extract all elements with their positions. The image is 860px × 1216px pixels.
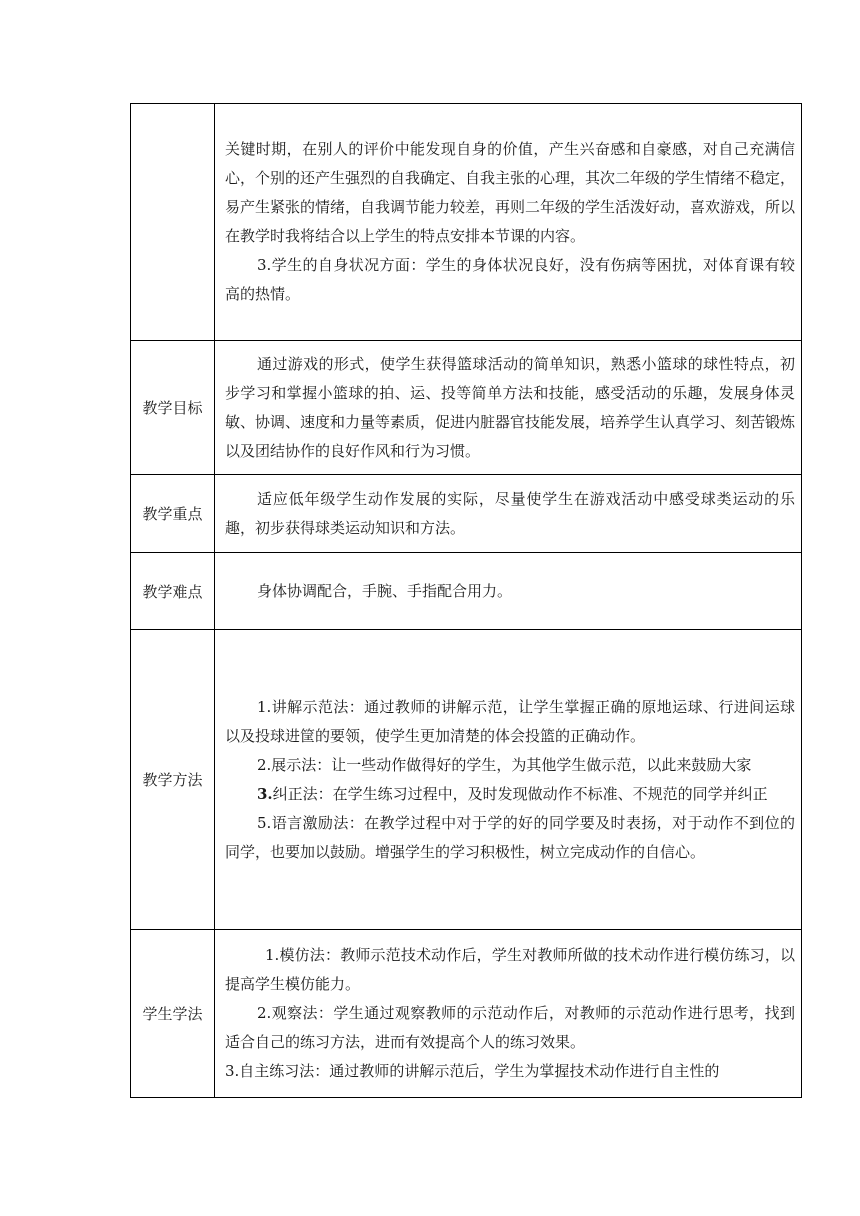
paragraph: 1.讲解示范法：通过教师的讲解示范，让学生掌握正确的原地运球、行进间运球以及投球进筐的要领，使学生更加清楚的体会投篮的正确动作。	[225, 697, 795, 745]
row-content	[215, 104, 802, 341]
row-content	[215, 475, 802, 553]
table-row	[131, 553, 802, 630]
paragraph: 3.学生的自身状况方面：学生的身体状况良好，没有伤病等困扰，对体育课有较高的热情。	[225, 256, 795, 303]
paragraph: 2.展示法：让一些动作做得好的学生，为其他学生做示范，以此来鼓励大家	[257, 755, 752, 774]
row-label: 学生学法	[131, 930, 215, 1098]
row-label	[131, 104, 215, 341]
paragraph: 1.模仿法：教师示范技术动作后，学生对教师所做的技术动作进行模仿练习，以提高学生模仿能力。	[225, 946, 795, 993]
table-row	[131, 341, 802, 475]
row-content	[215, 930, 802, 1098]
row-content	[215, 630, 802, 930]
row-content	[215, 341, 802, 475]
paragraph: 3.自主练习法：通过教师的讲解示范后，学生为掌握技术动作进行自主性的	[225, 1062, 720, 1080]
paragraph: 2.观察法：学生通过观察教师的示范动作后，对教师的示范动作进行思考，找到适合自己的练习方法，进而有效提高个人的练习效果。	[225, 1004, 795, 1051]
row-label: 教学难点	[131, 553, 215, 630]
table-row	[131, 630, 802, 930]
row-label: 教学目标	[131, 341, 215, 475]
paragraph: 适应低年级学生动作发展的实际，尽量使学生在游戏活动中感受球类运动的乐趣，初步获得球类运动知识和方法。	[225, 489, 795, 537]
paragraph: 身体协调配合，手腕、手指配合用力。	[257, 581, 513, 600]
paragraph-number: 3.	[257, 784, 273, 803]
table-row	[131, 930, 802, 1098]
row-label: 教学方法	[131, 630, 215, 930]
paragraph-text: 纠正法：在学生练习过程中，及时发现做动作不标准、不规范的同学并纠正	[272, 784, 768, 803]
paragraph: 关键时期，在别人的评价中能发现自身的价值，产生兴奋感和自豪感，对自己充满信心，个别的还产生强烈的自我确定、自我主张的心理，其次二年级的学生情绪不稳定，易产生紧张的情绪，自我调节能力较差，再则二年级的学生活泼好动，喜欢游戏，所以在教学时我将结合以上学生的特点安排本节课的内容。	[225, 140, 796, 245]
row-label: 教学重点	[131, 475, 215, 553]
table-row	[131, 475, 802, 553]
lesson-plan-table	[130, 103, 802, 1098]
paragraph	[225, 780, 795, 809]
row-content	[215, 553, 802, 630]
paragraph: 通过游戏的形式，使学生获得篮球活动的简单知识，熟悉小篮球的球性特点，初步学习和掌握小篮球的拍、运、投等简单方法和技能，感受活动的乐趣，发展身体灵敏、协调、速度和力量等素质，促进内脏器官技能发展，培养学生认真学习、刻苦锻炼以及团结协作的良好作风和行为习惯。	[225, 354, 796, 460]
paragraph: 5.语言激励法：在教学过程中对于学的好的同学要及时表扬，对于动作不到位的同学，也要加以鼓励。增强学生的学习积极性，树立完成动作的自信心。	[225, 813, 795, 861]
table-row	[131, 104, 802, 341]
